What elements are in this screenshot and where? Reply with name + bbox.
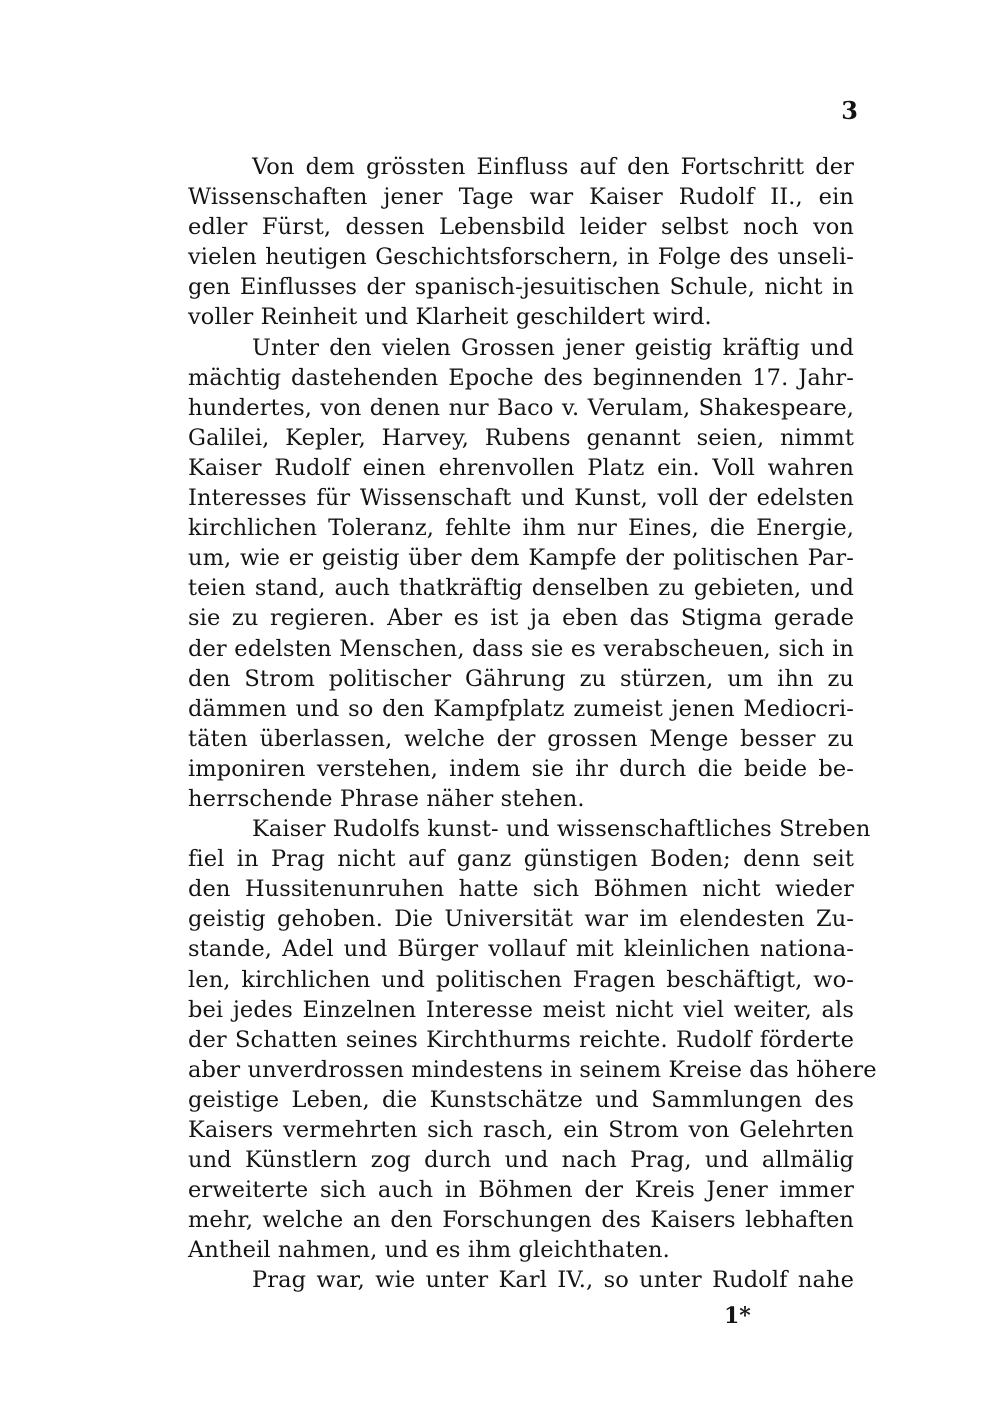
text-line: teien stand, auch thatkräftig denselben zu gebieten, und: [188, 575, 854, 602]
text-line: den Hussitenunruhen hatte sich Böhmen nicht wieder: [188, 876, 854, 903]
text-line: Unter den vielen Grossen jener geistig kräftig und: [252, 334, 854, 361]
text-line: um, wie er geistig über dem Kampfe der politischen Par-: [188, 545, 854, 572]
text-line: voller Reinheit und Klarheit geschildert wird.: [188, 304, 712, 331]
text-line: hundertes, von denen nur Baco v. Verulam, Shakespeare,: [188, 394, 854, 421]
text-line: den Strom politischer Gährung zu stürzen, um ihn zu: [188, 665, 854, 692]
text-line: Von dem grössten Einfluss auf den Fortschritt der: [252, 154, 854, 180]
text-line: geistig gehoben. Die Universität war im elendesten Zu-: [188, 906, 854, 933]
page-number: 3: [841, 96, 858, 125]
text-line: Kaisers vermehrten sich rasch, ein Strom von Gelehrten: [188, 1117, 854, 1143]
text-line: sie zu regieren. Aber es ist ja eben das Stigma gerade: [188, 605, 854, 632]
text-line: aber unverdrossen mindestens in seinem Kreise das höhere: [188, 1056, 877, 1083]
text-line: bei jedes Einzelnen Interesse meist nicht viel weiter, als: [188, 996, 854, 1023]
text-line: Wissenschaften jener Tage war Kaiser Rudolf II., ein: [188, 184, 854, 211]
text-line: Kaiser Rudolf einen ehrenvollen Platz ein. Voll wahren: [188, 454, 854, 481]
text-line: Galilei, Kepler, Harvey, Rubens genannt seien, nimmt: [188, 424, 854, 451]
text-line: kirchlichen Toleranz, fehlte ihm nur Eines, die Energie,: [188, 515, 854, 542]
text-line: edler Fürst, dessen Lebensbild leider selbst noch von: [188, 214, 854, 241]
text-line: der edelsten Menschen, dass sie es verabscheuen, sich in: [188, 635, 854, 662]
text-line: geistige Leben, die Kunstschätze und Sammlungen des: [188, 1086, 854, 1113]
text-line: Interesses für Wissenschaft und Kunst, voll der edelsten: [188, 485, 854, 512]
text-line: herrschende Phrase näher stehen.: [188, 785, 585, 812]
text-line: gen Einflusses der spanisch-jesuitischen Schule, nicht in: [188, 274, 854, 301]
text-line: Antheil nahmen, und es ihm gleichthaten.: [188, 1237, 670, 1264]
text-line: vielen heutigen Geschichtsforschern, in Folge des unseli-: [188, 244, 854, 271]
text-line: der Schatten seines Kirchthurms reichte. Rudolf förderte: [188, 1026, 854, 1053]
text-line: stande, Adel und Bürger vollauf mit kleinlichen nationa-: [188, 936, 854, 963]
text-line: erweiterte sich auch in Böhmen der Kreis Jener immer: [188, 1177, 854, 1204]
text-line: mehr, welche an den Forschungen des Kaisers lebhaften: [188, 1207, 854, 1234]
body-text: [188, 152, 877, 1296]
text-line: Kaiser Rudolfs kunst- und wissenschaftliches Streben: [252, 816, 871, 843]
text-line: imponiren verstehen, indem sie ihr durch die beide be-: [188, 755, 854, 782]
text-line: Prag war, wie unter Karl IV., so unter Rudolf nahe: [252, 1267, 854, 1294]
text-line: dämmen und so den Kampfplatz zumeist jenen Mediocri-: [188, 695, 854, 722]
text-line: mächtig dastehenden Epoche des beginnenden 17. Jahr-: [188, 364, 854, 391]
text-line: len, kirchlichen und politischen Fragen beschäftigt, wo-: [188, 966, 854, 993]
text-line: täten überlassen, welche der grossen Menge besser zu: [188, 725, 854, 752]
text-line: und Künstlern zog durch und nach Prag, und allmälig: [188, 1147, 854, 1174]
signature-mark: 1*: [724, 1303, 751, 1329]
text-line: fiel in Prag nicht auf ganz günstigen Boden; denn seit: [188, 846, 854, 873]
